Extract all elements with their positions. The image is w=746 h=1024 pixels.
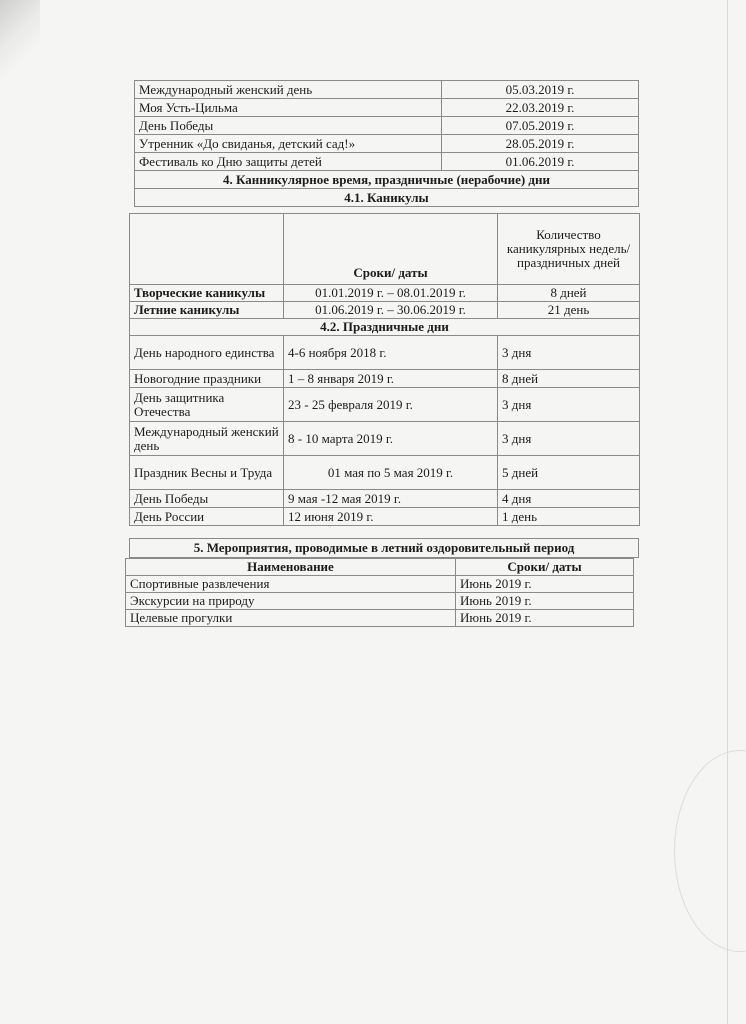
table-row [135,81,639,99]
vacations-holidays-table [129,213,640,526]
summer-activity-name: Целевые прогулки [126,610,456,627]
table-row [130,508,640,526]
table-row [135,117,639,135]
summer-dates-header: Сроки/ даты [456,559,634,576]
vacation-dates: 01.01.2019 г. – 08.01.2019 г. [284,285,498,302]
summer-activities-table [125,558,634,627]
table-row [135,99,639,117]
vacation-count: 21 день [498,302,640,319]
section-4-title: 4. Канникулярное время, праздничные (нерабочие) дни [135,171,639,189]
events-table [134,80,639,207]
event-date: 22.03.2019 г. [442,99,639,117]
holiday-count: 3 дня [498,422,640,456]
holiday-count: 1 день [498,508,640,526]
table-row [130,388,640,422]
event-date: 05.03.2019 г. [442,81,639,99]
section-5-title-table [129,538,639,558]
holiday-count: 8 дней [498,370,640,388]
holiday-dates: 9 мая -12 мая 2019 г. [284,490,498,508]
section-5-title: 5. Мероприятия, проводимые в летний оздоровительный период [130,539,639,558]
section-title-row [135,171,639,189]
empty-header-cell [130,214,284,285]
section-4-1-title: 4.1. Каникулы [135,189,639,207]
table-row [126,610,634,627]
vacations-header-row [130,214,640,285]
summer-activity-name: Экскурсии на природу [126,593,456,610]
table-row [130,285,640,302]
summer-activity-dates: Июнь 2019 г. [456,576,634,593]
vacations-weeks-header: Количество каникулярных недель/ праздничных дней [498,214,640,285]
section-title-row [135,189,639,207]
holiday-dates: 12 июня 2019 г. [284,508,498,526]
summer-activity-dates: Июнь 2019 г. [456,593,634,610]
holiday-name: День России [130,508,284,526]
table-row [126,593,634,610]
event-name: Международный женский день [135,81,442,99]
holiday-name: Праздник Весны и Труда [130,456,284,490]
event-name: Фестиваль ко Дню защиты детей [135,153,442,171]
vacations-dates-header: Сроки/ даты [284,214,498,285]
event-date: 01.06.2019 г. [442,153,639,171]
holiday-dates: 23 - 25 февраля 2019 г. [284,388,498,422]
holiday-name: День Победы [130,490,284,508]
event-name: Моя Усть-Цильма [135,99,442,117]
summer-activity-dates: Июнь 2019 г. [456,610,634,627]
holiday-dates: 1 – 8 января 2019 г. [284,370,498,388]
holiday-count: 5 дней [498,456,640,490]
event-name: День Победы [135,117,442,135]
holiday-dates: 8 - 10 марта 2019 г. [284,422,498,456]
holiday-name: Международный женский день [130,422,284,456]
summer-header-row [126,559,634,576]
holiday-count: 4 дня [498,490,640,508]
event-date: 07.05.2019 г. [442,117,639,135]
event-name: Утренник «До свиданья, детский сад!» [135,135,442,153]
holiday-name: Новогодние праздники [130,370,284,388]
vacation-count: 8 дней [498,285,640,302]
section-title-row [130,319,640,336]
holiday-dates: 4-6 ноября 2018 г. [284,336,498,370]
table-row [130,302,640,319]
section-title-row [130,539,639,558]
section-4-2-title: 4.2. Праздничные дни [130,319,640,336]
holiday-dates: 01 мая по 5 мая 2019 г. [284,456,498,490]
table-row [135,135,639,153]
table-row [130,336,640,370]
table-row [130,370,640,388]
vacation-name: Творческие каникулы [130,285,284,302]
vacation-dates: 01.06.2019 г. – 30.06.2019 г. [284,302,498,319]
vacation-name: Летние каникулы [130,302,284,319]
holiday-name: День защитника Отечества [130,388,284,422]
table-row [130,456,640,490]
table-row [130,422,640,456]
table-row [135,153,639,171]
event-date: 28.05.2019 г. [442,135,639,153]
table-row [130,490,640,508]
summer-activity-name: Спортивные развлечения [126,576,456,593]
table-row [126,576,634,593]
holiday-count: 3 дня [498,336,640,370]
holiday-count: 3 дня [498,388,640,422]
page-curl-mark [674,750,746,952]
page-fold-shadow [0,0,40,80]
holiday-name: День народного единства [130,336,284,370]
summer-name-header: Наименование [126,559,456,576]
